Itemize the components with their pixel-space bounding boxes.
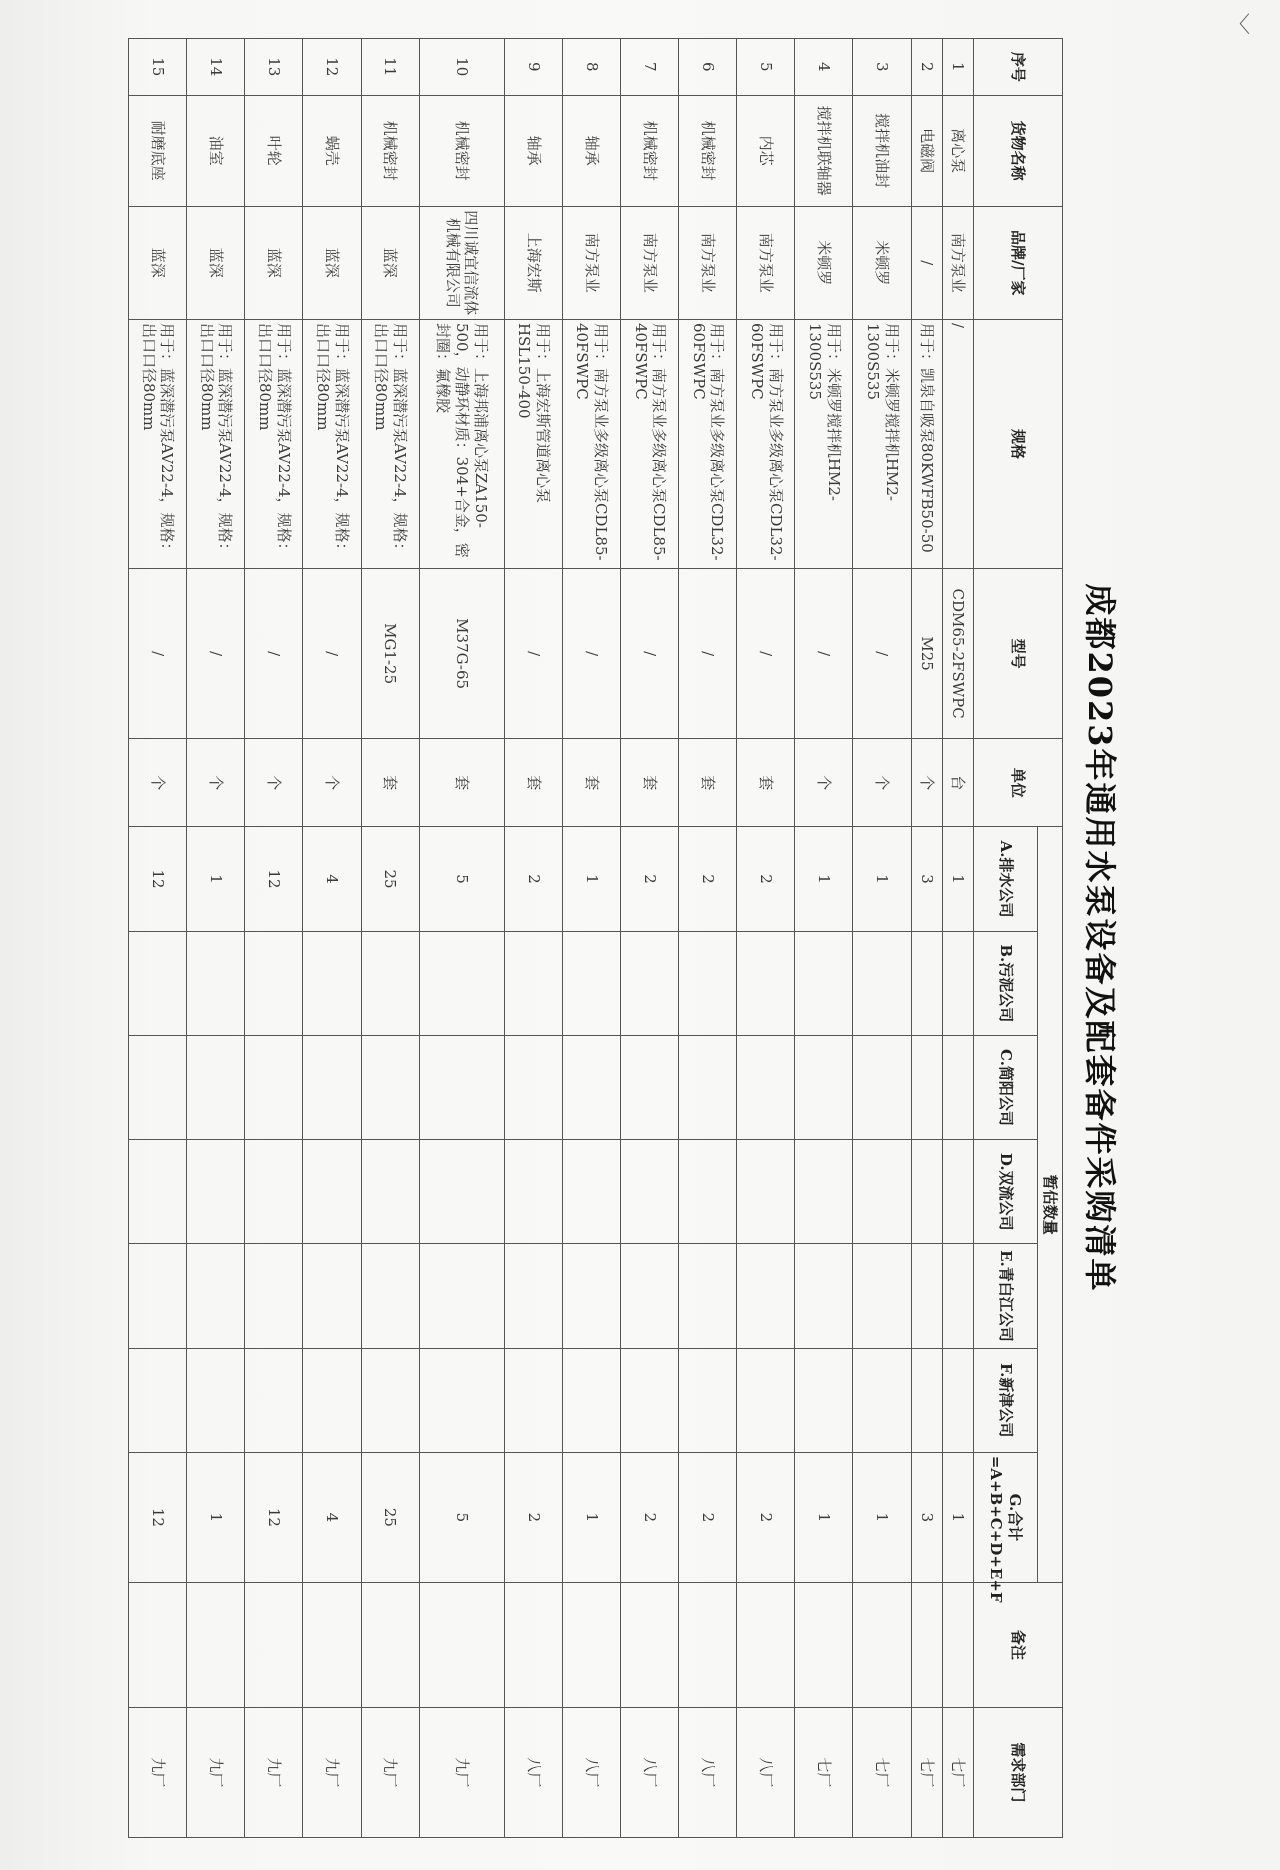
header-spec: 规格 [974,319,1063,568]
cell-brand: 蓝深 [129,206,187,319]
cell-company-a: 1 [942,827,973,931]
table-row [419,39,504,1838]
table-row [795,39,853,1838]
cell-brand: 米顿罗 [853,206,911,319]
cell-company-a: 1 [187,827,245,931]
cell-spec: 用于：上海宏斯管道离心泵HSL150-400 [504,319,562,568]
cell-brand: 南方泵业 [737,206,795,319]
cell-company-b [737,931,795,1035]
cell-company-b [679,931,737,1035]
cell-company-f [679,1348,737,1452]
cell-company-e [853,1244,911,1348]
cell-model: MG1-25 [361,569,419,739]
cell-dept: 八厂 [737,1707,795,1837]
cell-company-d [911,1140,942,1244]
cell-spec: 用于：南方泵业多级离心泵CDL85-40FSWPC [562,319,620,568]
header-company-d: D.双流公司 [974,1140,1038,1244]
header-remark: 备注 [974,1583,1063,1708]
cell-total: 2 [679,1452,737,1582]
cell-total: 1 [795,1452,853,1582]
cell-unit: 套 [361,739,419,827]
cell-model: / [562,569,620,739]
cell-spec: 用于：蓝深潜污泵AV22-4，规格：出口口径80mm [129,319,187,568]
cell-model: / [129,569,187,739]
cell-company-a: 1 [795,827,853,931]
cell-spec: 用于：凯泉自吸泵80KWFB50-50 [911,319,942,568]
cell-name: 搅拌机联轴器 [795,95,853,206]
header-brand: 品牌/厂家 [974,206,1063,319]
cell-company-f [620,1348,678,1452]
cell-remark [911,1583,942,1708]
cell-company-d [187,1140,245,1244]
cell-company-b [853,931,911,1035]
cell-spec: 用于：蓝深潜污泵AV22-4，规格：出口口径80mm [361,319,419,568]
cell-total: 12 [245,1452,303,1582]
cell-total: 1 [562,1452,620,1582]
cell-unit: 个 [303,739,361,827]
cell-seq: 9 [504,39,562,96]
cell-company-a: 12 [245,827,303,931]
cell-model: M37G-65 [419,569,504,739]
cell-company-f [245,1348,303,1452]
table-body [129,39,974,1838]
cell-remark [737,1583,795,1708]
cell-company-b [245,931,303,1035]
cell-company-f [737,1348,795,1452]
header-name: 货物名称 [974,95,1063,206]
table-row [129,39,187,1838]
cell-company-d [129,1140,187,1244]
cell-unit: 套 [504,739,562,827]
cell-company-e [303,1244,361,1348]
cell-model: / [245,569,303,739]
cell-name: 搅拌机油封 [853,95,911,206]
cell-model: / [737,569,795,739]
cell-seq: 4 [795,39,853,96]
cell-total: 3 [911,1452,942,1582]
table-row [245,39,303,1838]
cell-model: / [504,569,562,739]
cell-total: 5 [419,1452,504,1582]
cell-name: 机械密封 [361,95,419,206]
cell-unit: 个 [187,739,245,827]
cell-brand: 蓝深 [361,206,419,319]
cell-company-d [419,1140,504,1244]
cell-company-e [795,1244,853,1348]
cell-unit: 个 [795,739,853,827]
cell-company-b [504,931,562,1035]
cell-company-d [303,1140,361,1244]
cell-dept: 八厂 [620,1707,678,1837]
cell-dept: 九厂 [419,1707,504,1837]
cell-company-d [942,1140,973,1244]
cell-name: 电磁阀 [911,95,942,206]
cell-dept: 八厂 [562,1707,620,1837]
cell-seq: 8 [562,39,620,96]
table-row [679,39,737,1838]
cell-dept: 九厂 [245,1707,303,1837]
cell-seq: 11 [361,39,419,96]
cell-company-f [361,1348,419,1452]
cell-brand: 四川诚宜信流体机械有限公司 [419,206,504,319]
cell-company-e [361,1244,419,1348]
cell-model: / [620,569,678,739]
cell-company-b [419,931,504,1035]
cell-company-b [129,931,187,1035]
cell-dept: 九厂 [303,1707,361,1837]
cell-remark [187,1583,245,1708]
cell-spec: 用于：南方泵业多级离心泵CDL85-40FSWPC [620,319,678,568]
cell-remark [245,1583,303,1708]
cell-dept: 九厂 [187,1707,245,1837]
cell-brand: 南方泵业 [679,206,737,319]
cell-company-b [187,931,245,1035]
cell-unit: 台 [942,739,973,827]
cell-unit: 套 [737,739,795,827]
cell-brand: 南方泵业 [942,206,973,319]
cell-seq: 13 [245,39,303,96]
cell-remark [679,1583,737,1708]
cell-total: 1 [187,1452,245,1582]
cell-total: 2 [504,1452,562,1582]
cell-remark [620,1583,678,1708]
cell-total: 12 [129,1452,187,1582]
corner-mark: 〈 [1228,13,1251,38]
header-total: G.合计 =A+B+C+D+E+F [974,1452,1038,1582]
cell-company-a: 1 [562,827,620,931]
cell-total: 1 [942,1452,973,1582]
cell-company-b [303,931,361,1035]
cell-remark [419,1583,504,1708]
procurement-sheet [128,38,1133,1838]
header-est-qty: 暂估数量 [1038,827,1063,1583]
table-row [361,39,419,1838]
cell-model: M25 [911,569,942,739]
cell-company-f [187,1348,245,1452]
cell-unit: 套 [419,739,504,827]
cell-dept: 八厂 [679,1707,737,1837]
cell-dept: 七厂 [911,1707,942,1837]
cell-remark [853,1583,911,1708]
cell-remark [129,1583,187,1708]
cell-name: 耐磨底座 [129,95,187,206]
cell-company-f [853,1348,911,1452]
header-company-b: B.污泥公司 [974,931,1038,1035]
cell-company-a: 2 [737,827,795,931]
cell-company-a: 2 [679,827,737,931]
cell-dept: 九厂 [129,1707,187,1837]
cell-company-c [504,1035,562,1139]
cell-company-e [504,1244,562,1348]
cell-company-c [942,1035,973,1139]
cell-spec: 用于：蓝深潜污泵AV22-4，规格：出口口径80mm [187,319,245,568]
cell-company-a: 5 [419,827,504,931]
cell-remark [361,1583,419,1708]
cell-spec: 用于：上海邦浦离心泵ZA150-500，动静环材质：304+合金，密封圈：氟橡胶 [419,319,504,568]
cell-company-a: 3 [911,827,942,931]
cell-company-e [245,1244,303,1348]
cell-company-c [737,1035,795,1139]
cell-company-f [562,1348,620,1452]
cell-company-f [795,1348,853,1452]
header-unit: 单位 [974,739,1063,827]
table-row [303,39,361,1838]
cell-total: 2 [620,1452,678,1582]
header-company-a: A.排水公司 [974,827,1038,931]
cell-spec: / [942,319,973,568]
header-model: 型号 [974,569,1063,739]
cell-company-c [303,1035,361,1139]
cell-name: 机械密封 [679,95,737,206]
cell-seq: 14 [187,39,245,96]
cell-company-e [679,1244,737,1348]
cell-unit: 个 [853,739,911,827]
cell-dept: 七厂 [853,1707,911,1837]
cell-seq: 5 [737,39,795,96]
cell-company-e [911,1244,942,1348]
cell-company-c [187,1035,245,1139]
header-dept: 需求部门 [974,1707,1063,1837]
cell-unit: 个 [911,739,942,827]
cell-brand: 蓝深 [187,206,245,319]
cell-brand: 上海宏斯 [504,206,562,319]
cell-company-c [911,1035,942,1139]
cell-brand: 米顿罗 [795,206,853,319]
header-company-e: E.青白江公司 [974,1244,1038,1348]
cell-spec: 用于：米顿罗搅拌机HM2-1300S535 [853,319,911,568]
cell-brand: 南方泵业 [620,206,678,319]
cell-company-a: 2 [504,827,562,931]
cell-company-c [361,1035,419,1139]
cell-company-a: 1 [853,827,911,931]
cell-seq: 1 [942,39,973,96]
cell-remark [795,1583,853,1708]
cell-unit: 套 [620,739,678,827]
cell-model: / [679,569,737,739]
cell-company-a: 2 [620,827,678,931]
cell-company-d [504,1140,562,1244]
table-row [737,39,795,1838]
cell-seq: 3 [853,39,911,96]
cell-spec: 用于：米顿罗搅拌机HM2-1300S535 [795,319,853,568]
cell-name: 离心泵 [942,95,973,206]
cell-company-b [361,931,419,1035]
cell-name: 机械密封 [419,95,504,206]
cell-model: / [795,569,853,739]
cell-company-d [361,1140,419,1244]
document-title: 成都2023年通用水泵设备及配套备件采购清单 [1081,583,1119,1293]
cell-model: / [187,569,245,739]
cell-company-a: 4 [303,827,361,931]
cell-brand: 蓝深 [303,206,361,319]
cell-total: 1 [853,1452,911,1582]
cell-brand: / [911,206,942,319]
cell-company-f [911,1348,942,1452]
cell-company-b [795,931,853,1035]
cell-company-b [911,931,942,1035]
cell-company-c [419,1035,504,1139]
cell-company-c [620,1035,678,1139]
cell-remark [504,1583,562,1708]
cell-model: / [303,569,361,739]
cell-company-f [303,1348,361,1452]
cell-total: 25 [361,1452,419,1582]
cell-company-e [129,1244,187,1348]
cell-company-a: 25 [361,827,419,931]
cell-company-d [562,1140,620,1244]
cell-company-d [620,1140,678,1244]
cell-unit: 个 [245,739,303,827]
table-row [911,39,942,1838]
cell-company-d [245,1140,303,1244]
cell-company-d [737,1140,795,1244]
cell-company-f [504,1348,562,1452]
cell-company-d [679,1140,737,1244]
cell-total: 4 [303,1452,361,1582]
cell-company-e [737,1244,795,1348]
table-row [187,39,245,1838]
header-company-f: F.新津公司 [974,1348,1038,1452]
cell-company-e [562,1244,620,1348]
cell-company-f [942,1348,973,1452]
cell-company-c [795,1035,853,1139]
cell-model: CDM65-2FSWPC [942,569,973,739]
cell-spec: 用于：蓝深潜污泵AV22-4，规格：出口口径80mm [303,319,361,568]
cell-company-b [562,931,620,1035]
cell-name: 油室 [187,95,245,206]
cell-company-d [795,1140,853,1244]
cell-company-e [620,1244,678,1348]
cell-seq: 12 [303,39,361,96]
cell-dept: 九厂 [361,1707,419,1837]
header-seq: 序号 [974,39,1063,96]
cell-company-c [562,1035,620,1139]
cell-dept: 七厂 [795,1707,853,1837]
cell-name: 叶轮 [245,95,303,206]
cell-name: 内芯 [737,95,795,206]
cell-unit: 套 [562,739,620,827]
cell-seq: 15 [129,39,187,96]
header-row-1 [1038,39,1063,1838]
cell-brand: 南方泵业 [562,206,620,319]
cell-dept: 七厂 [942,1707,973,1837]
cell-remark [942,1583,973,1708]
cell-spec: 用于：蓝深潜污泵AV22-4，规格：出口口径80mm [245,319,303,568]
cell-name: 机械密封 [620,95,678,206]
cell-spec: 用于：南方泵业多级离心泵CDL32-60FSWPC [679,319,737,568]
cell-seq: 10 [419,39,504,96]
table-row [562,39,620,1838]
cell-company-e [419,1244,504,1348]
cell-company-c [679,1035,737,1139]
cell-brand: 蓝深 [245,206,303,319]
table-row [504,39,562,1838]
cell-company-a: 12 [129,827,187,931]
cell-name: 蜗壳 [303,95,361,206]
cell-unit: 个 [129,739,187,827]
cell-company-e [942,1244,973,1348]
cell-company-b [942,931,973,1035]
cell-company-c [853,1035,911,1139]
cell-seq: 2 [911,39,942,96]
cell-seq: 7 [620,39,678,96]
cell-name: 轴承 [562,95,620,206]
cell-company-c [129,1035,187,1139]
cell-company-d [853,1140,911,1244]
procurement-table [128,38,1063,1838]
cell-company-e [187,1244,245,1348]
cell-model: / [853,569,911,739]
cell-spec: 用于：南方泵业多级离心泵CDL32-60FSWPC [737,319,795,568]
cell-dept: 八厂 [504,1707,562,1837]
table-row [853,39,911,1838]
cell-unit: 套 [679,739,737,827]
cell-remark [562,1583,620,1708]
cell-company-b [620,931,678,1035]
table-row [942,39,973,1838]
cell-remark [303,1583,361,1708]
cell-name: 轴承 [504,95,562,206]
cell-company-c [245,1035,303,1139]
cell-seq: 6 [679,39,737,96]
cell-company-f [129,1348,187,1452]
table-row [620,39,678,1838]
cell-company-f [419,1348,504,1452]
cell-total: 2 [737,1452,795,1582]
header-company-c: C.简阳公司 [974,1035,1038,1139]
